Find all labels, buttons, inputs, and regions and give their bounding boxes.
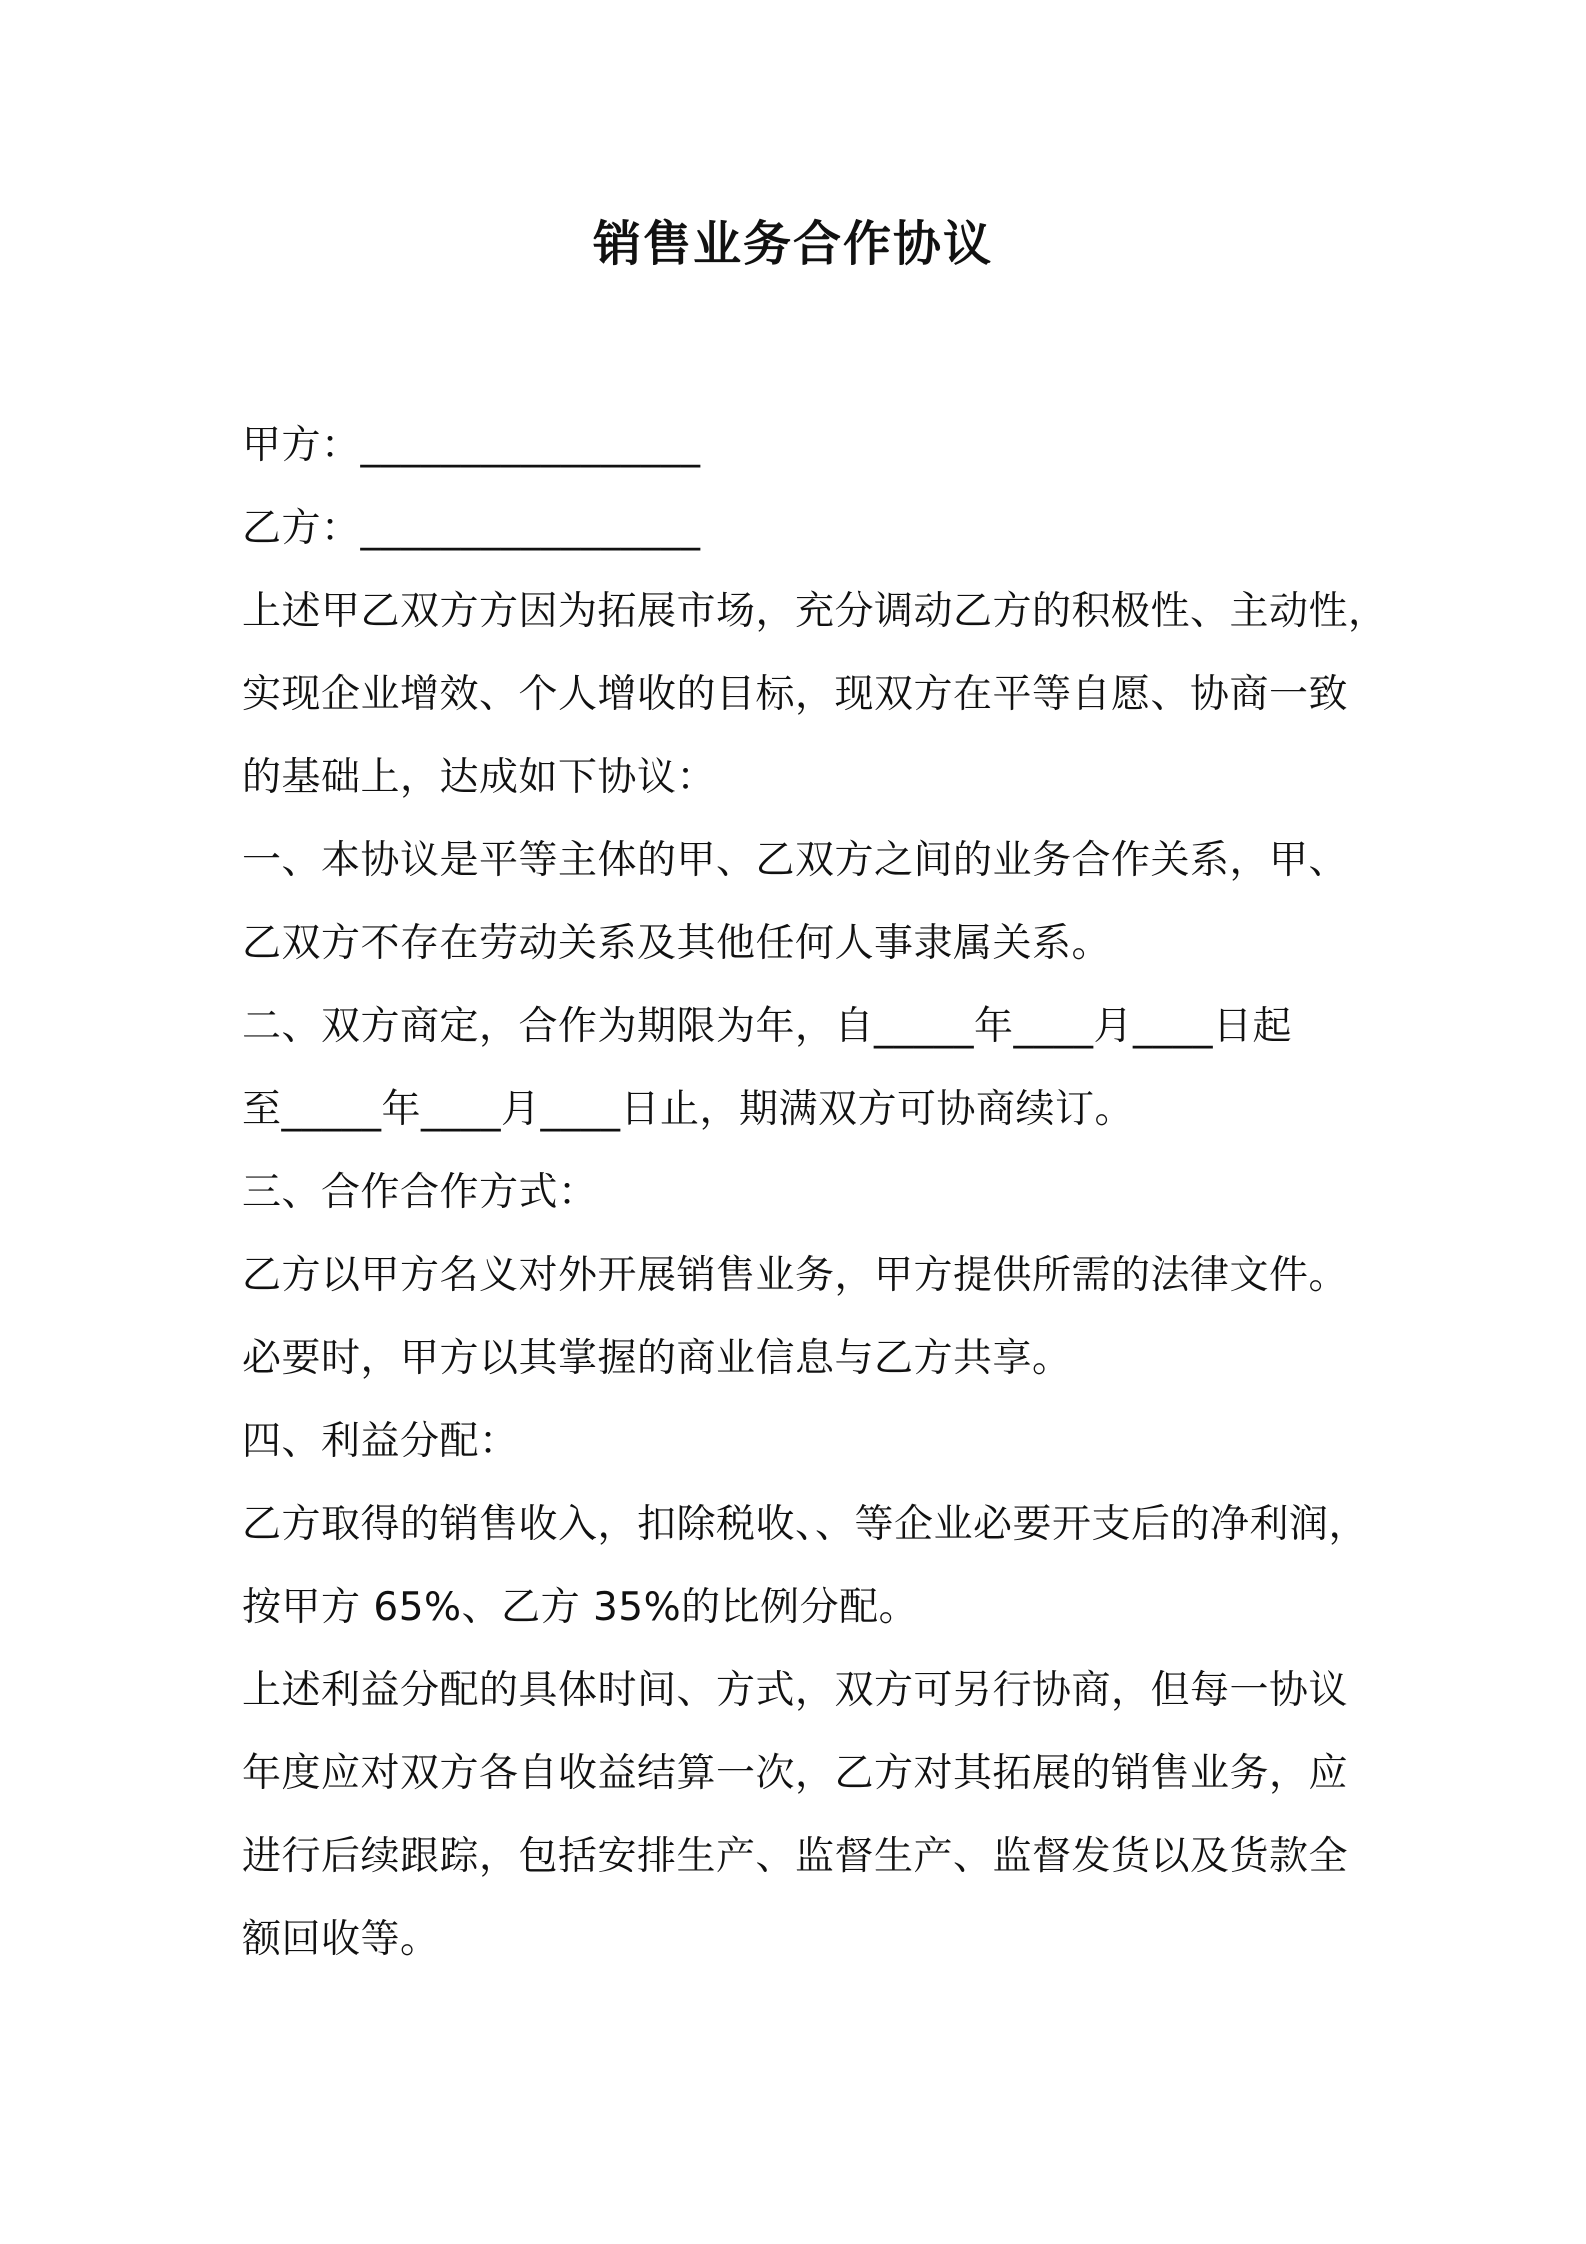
- document-body: [242, 404, 1388, 1981]
- clause-4-heading: 四、利益分配：: [242, 1419, 519, 1464]
- paragraph-line: 的基础上，达成如下协议：: [242, 755, 717, 800]
- clause-4-line: 上述利益分配的具体时间、方式，双方可另行协商，但每一协议: [242, 1668, 1349, 1713]
- paragraph-line: 上述甲乙双方方因为拓展市场，充分调动乙方的积极性、主动性，: [242, 589, 1388, 634]
- clause-4-line: 乙方取得的销售收入，扣除税收、、等企业必要开支后的净利润，: [242, 1502, 1369, 1547]
- clause-1-line: 一、本协议是平等主体的甲、乙双方之间的业务合作关系，甲、: [242, 838, 1349, 883]
- clause-4-line: 年度应对双方各自收益结算一次，乙方对其拓展的销售业务，应: [242, 1751, 1349, 1796]
- clause-3-heading: 三、合作合作方式：: [242, 1170, 598, 1215]
- paragraph-line: 实现企业增效、个人增收的目标，现双方在平等自愿、协商一致: [242, 672, 1349, 717]
- clause-2-line: 至_____年____月____日止，期满双方可协商续订。: [242, 1087, 1135, 1132]
- document-title: 销售业务合作协议: [592, 216, 993, 272]
- clause-3-line: 乙方以甲方名义对外开展销售业务，甲方提供所需的法律文件。: [242, 1253, 1349, 1298]
- clause-4-line: 按甲方 65%、乙方 35%的比例分配。: [242, 1585, 919, 1630]
- party-a-line: 甲方：_________________: [242, 423, 701, 468]
- clause-4-line: 额回收等。: [242, 1917, 440, 1962]
- party-b-line: 乙方：_________________: [242, 506, 701, 551]
- clause-2-line: 二、双方商定，合作为期限为年，自_____年____月____日起: [242, 1004, 1293, 1049]
- clause-1-line: 乙双方不存在劳动关系及其他任何人事隶属关系。: [242, 921, 1112, 966]
- clause-4-line: 进行后续跟踪，包括安排生产、监督生产、监督发货以及货款全: [242, 1834, 1349, 1879]
- clause-3-line: 必要时，甲方以其掌握的商业信息与乙方共享。: [242, 1336, 1072, 1381]
